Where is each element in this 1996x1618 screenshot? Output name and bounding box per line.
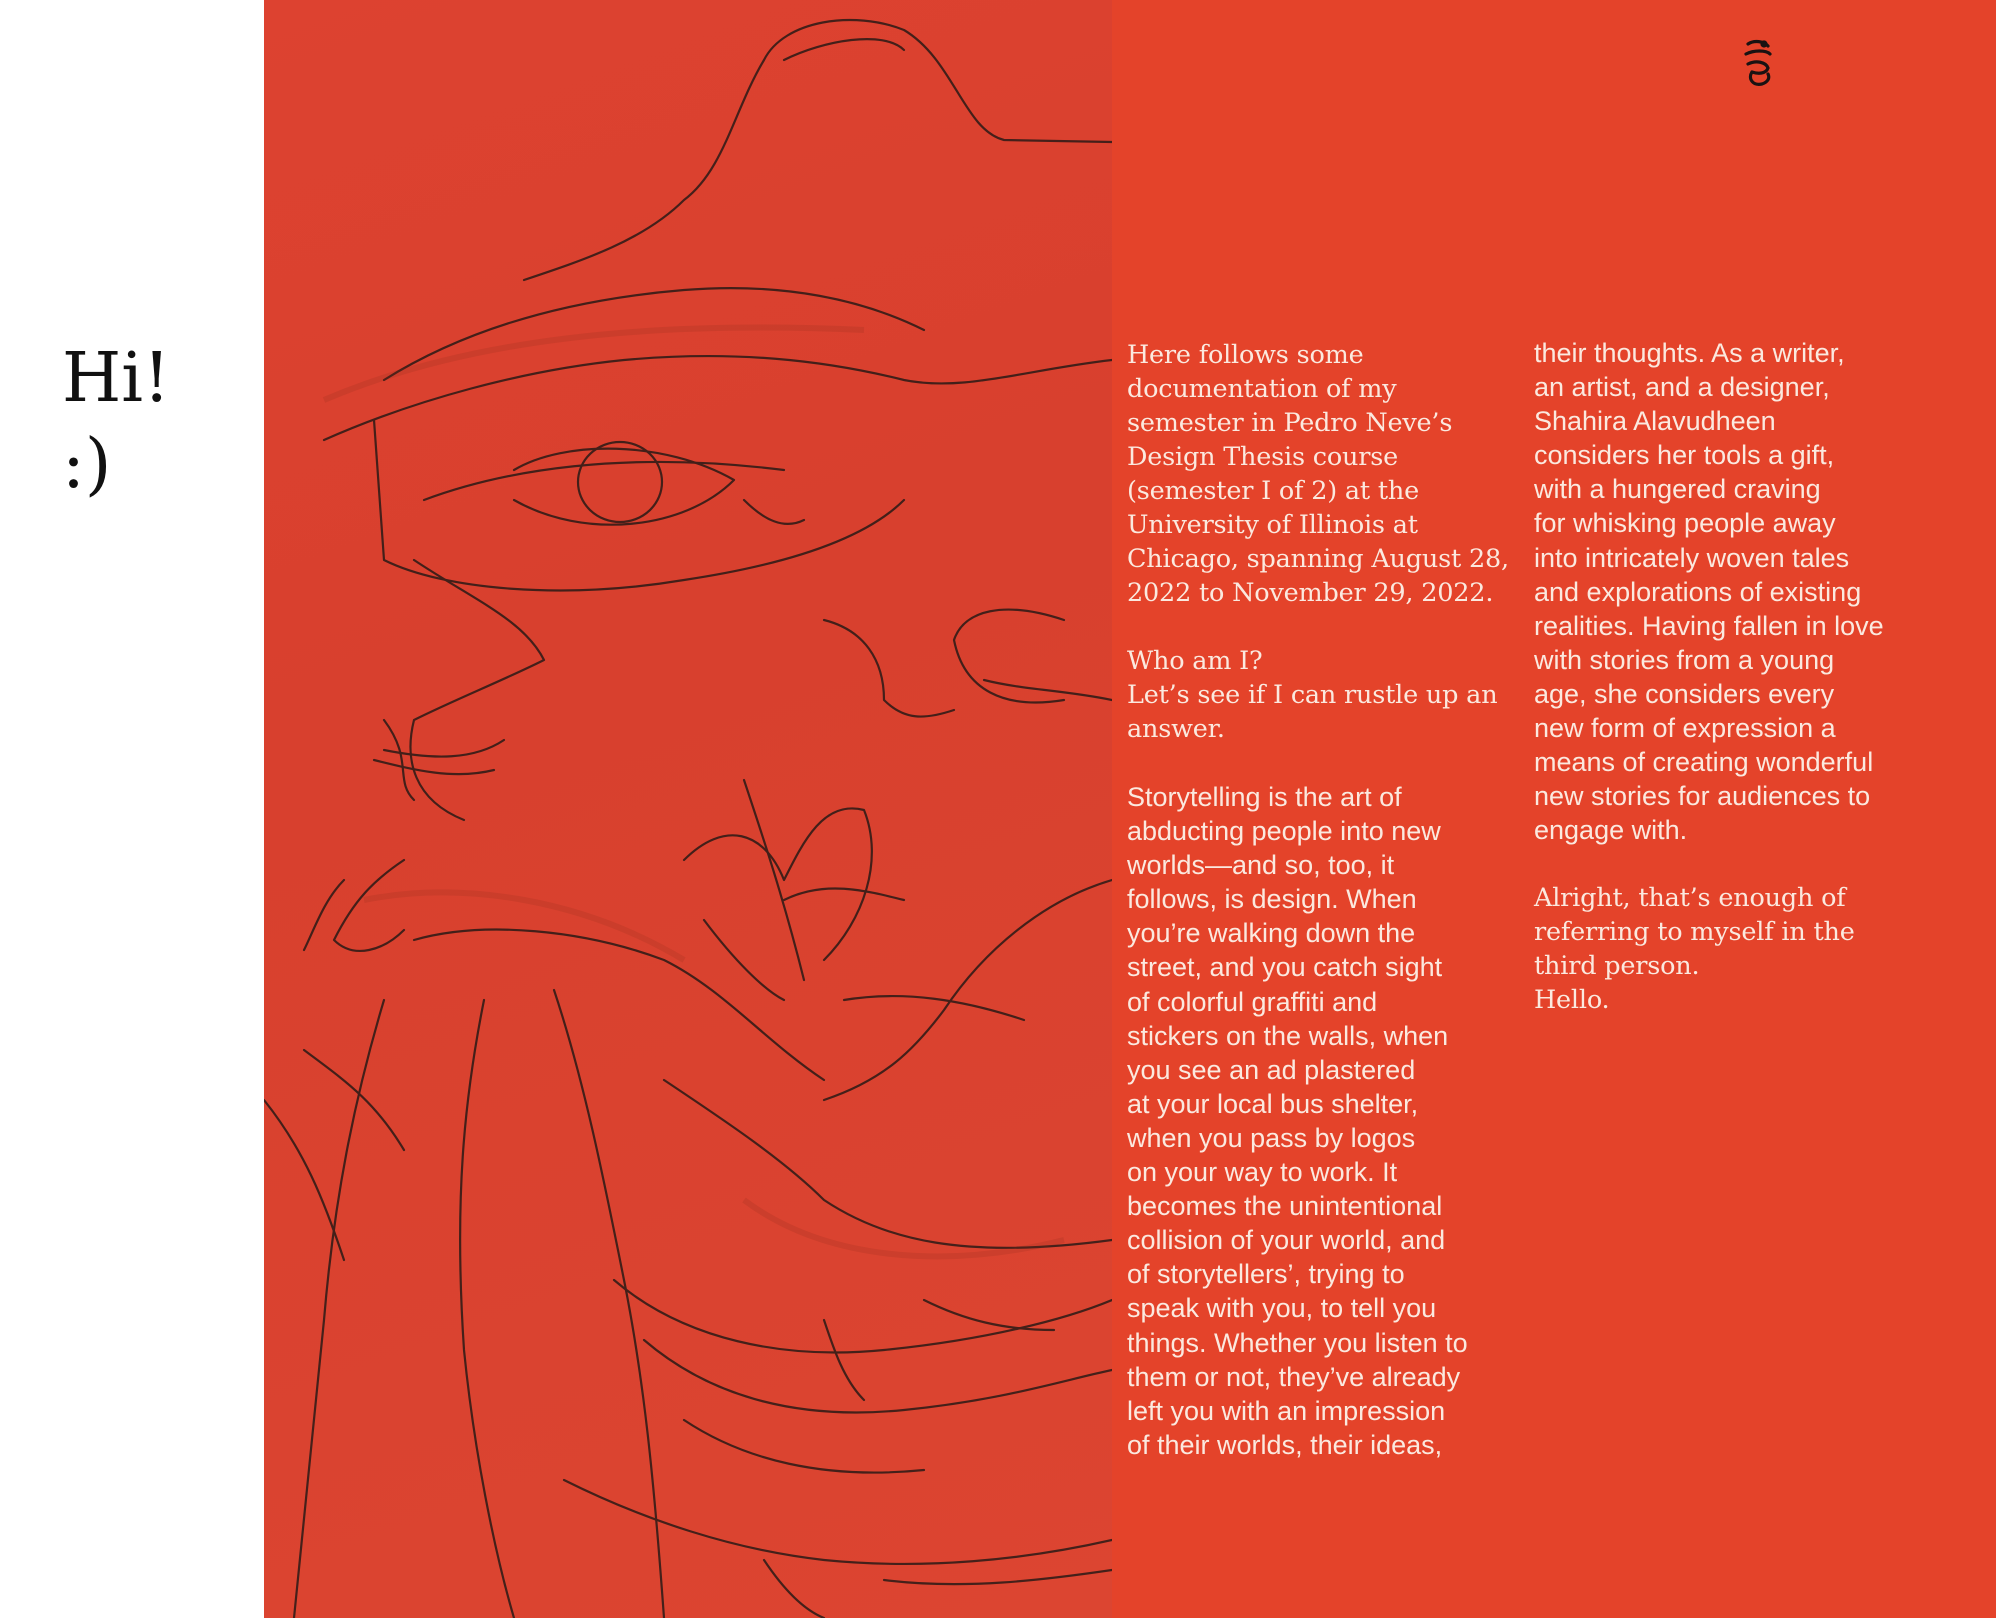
red-panel <box>264 0 1996 1618</box>
text-column-1 <box>1127 338 1527 1496</box>
bio-paragraph: their thoughts. As a writer, an artist, and a designer, Shahira Alavudheen considers her tools a gift, with a hungered craving for whisking people away into intricately woven tales and explorations of existing realities. Having fallen in love with stories from a young age, she considers every new form of expression a means of creating wonderful new stories for audiences to engage with. <box>1534 338 1884 846</box>
closing-paragraph: Alright, that’s enough of referring to myself in the third person. Hello. <box>1534 883 1855 1016</box>
who-am-i-paragraph: Who am I? Let’s see if I can rustle up an answer. <box>1127 646 1498 744</box>
left-margin <box>0 0 264 1618</box>
intro-paragraph: Here follows some documentation of my semester in Pedro Neve’s Design Thesis course (semester I of 2) at the University of Illinois at Chicago, spanning August 28, 2022 to November 29, 2022. <box>1127 340 1509 608</box>
sketch-drawing <box>264 0 1112 1618</box>
greeting <box>62 336 170 508</box>
greeting-hi: Hi! <box>62 339 171 418</box>
storytelling-paragraph: Storytelling is the art of abducting people into new worlds—and so, too, it follows, is design. When you’re walking down the street, and you catch sight of colorful graffiti and stickers on the walls, when you see an ad plastered at your local bus shelter, when you pass by logos on your way to work. It becomes the unintentional collision of your world, and of storytellers’, trying to speak with you, to tell you things. Whether you listen to them or not, they’ve already left you with an impression of their worlds, their ideas, <box>1127 782 1468 1460</box>
greeting-smiley: :) <box>62 425 112 504</box>
text-column-2 <box>1534 336 1934 1051</box>
dragon-glyph-icon <box>1738 38 1778 90</box>
pencil-sketch-illustration <box>264 0 1112 1618</box>
